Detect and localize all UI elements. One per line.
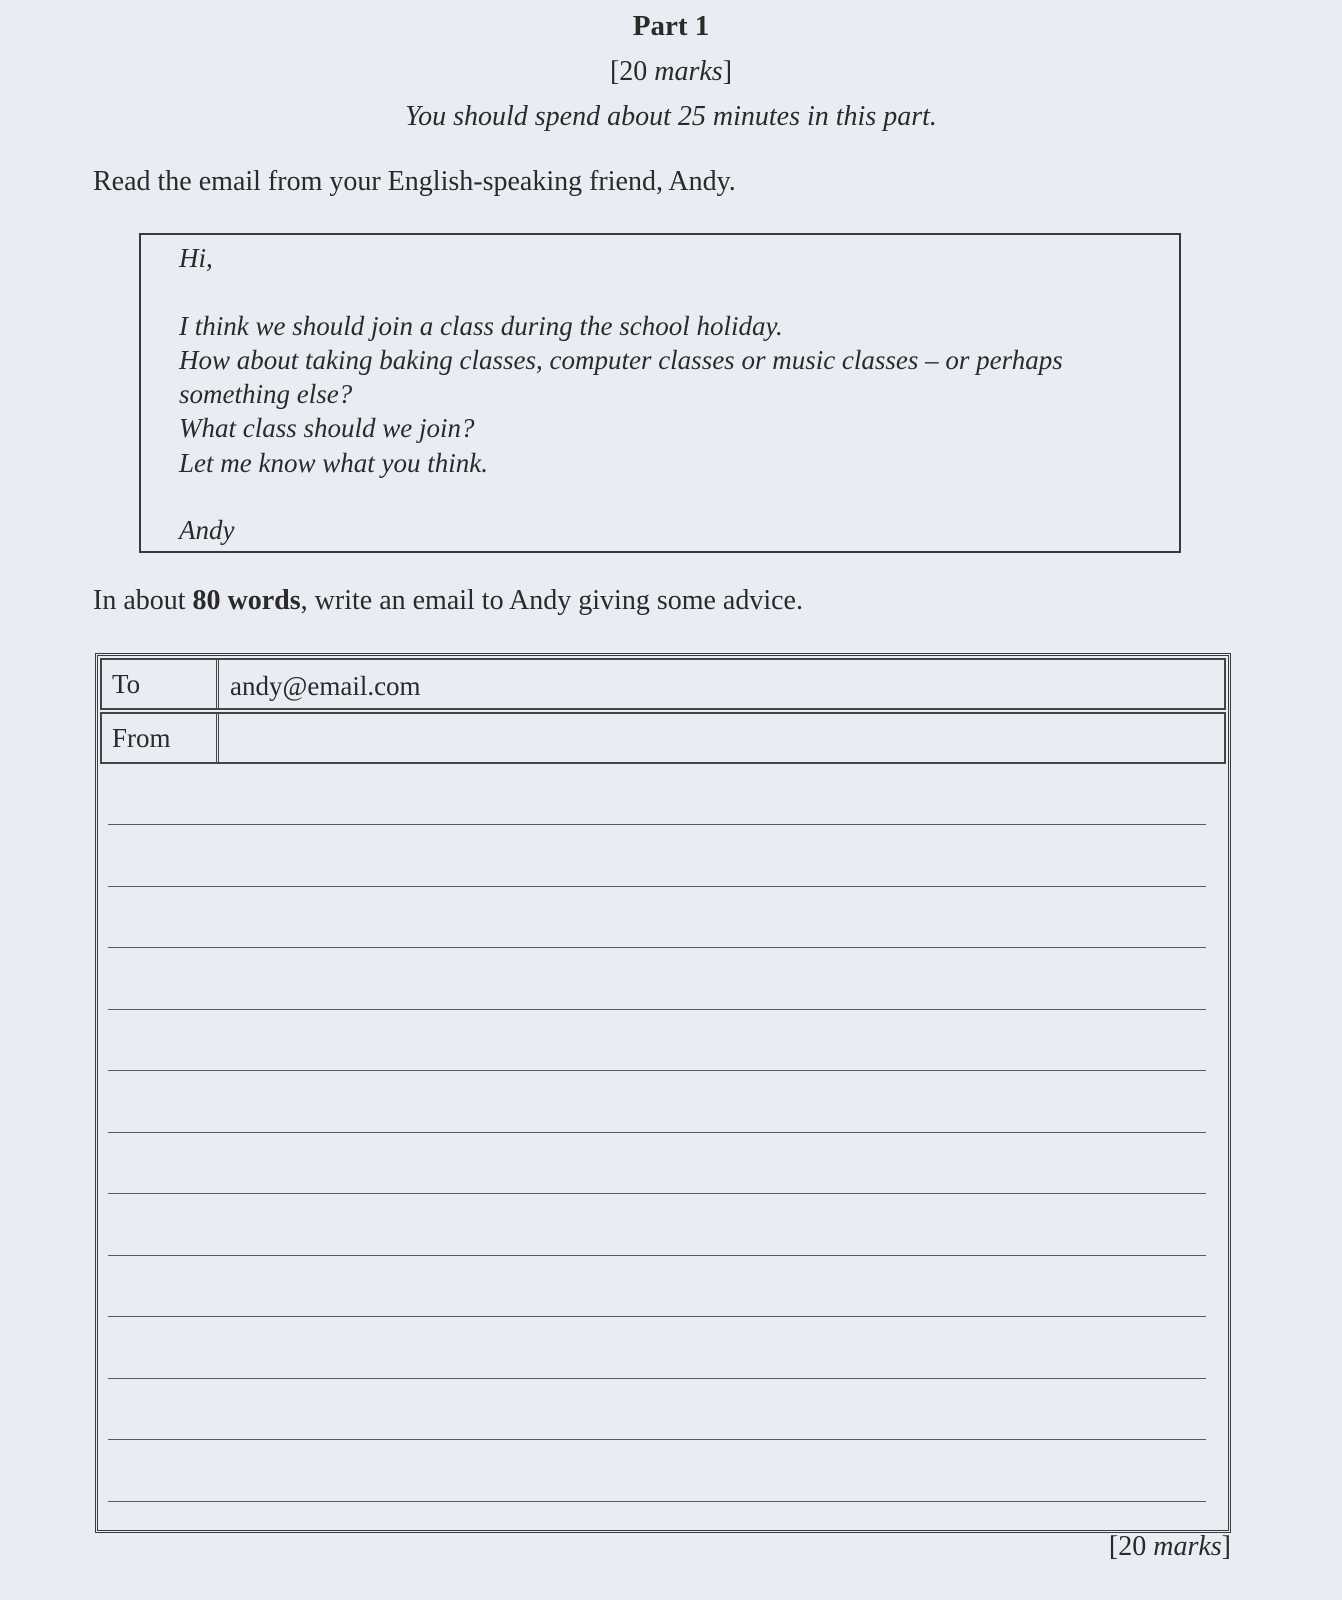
writing-area[interactable]	[98, 768, 1228, 1530]
writing-line	[108, 1439, 1206, 1440]
marks-open: [20	[1108, 1531, 1154, 1562]
writing-line	[108, 947, 1206, 948]
writing-line	[108, 1255, 1206, 1256]
writing-line	[108, 886, 1206, 887]
marks-close: ]	[722, 56, 733, 87]
task-suffix: , write an email to Andy giving some advice.	[300, 585, 803, 616]
task-prefix: In about	[93, 585, 193, 616]
writing-line	[108, 824, 1206, 825]
from-label: From	[102, 714, 219, 762]
writing-line	[108, 1070, 1206, 1071]
word-count: 80 words	[192, 585, 301, 616]
time-instruction: You should spend about 25 minutes in this part.	[405, 101, 937, 132]
writing-line	[108, 1501, 1206, 1502]
email-line: How about taking baking classes, computer classes or music classes – or perhaps	[179, 345, 1063, 375]
to-row	[100, 658, 1226, 710]
email-answer-form	[95, 653, 1231, 1533]
from-row	[100, 712, 1226, 764]
writing-line	[108, 1132, 1206, 1133]
marks-word: marks	[1153, 1531, 1222, 1562]
to-label: To	[102, 660, 219, 708]
writing-line	[108, 1378, 1206, 1379]
marks-word: marks	[654, 56, 723, 87]
marks-open: [20	[609, 56, 655, 87]
marks-label-bottom	[1109, 1531, 1231, 1563]
intro-text: Read the email from your English-speaking friend, Andy.	[93, 166, 736, 197]
email-line: something else?	[179, 379, 353, 409]
page-title: Part 1	[632, 10, 710, 42]
email-signature: Andy	[179, 515, 235, 545]
email-line: I think we should join a class during the school holiday.	[179, 311, 783, 341]
friend-email-box	[139, 233, 1181, 553]
email-line: Let me know what you think.	[179, 448, 488, 478]
email-line: What class should we join?	[179, 413, 475, 443]
email-greeting: Hi,	[179, 243, 213, 273]
writing-line	[108, 1316, 1206, 1317]
marks-label-top	[0, 56, 1342, 88]
to-field[interactable]: andy@email.com	[230, 671, 421, 701]
task-instruction	[93, 585, 803, 617]
marks-close: ]	[1221, 1531, 1231, 1562]
writing-line	[108, 1193, 1206, 1194]
writing-line	[108, 1009, 1206, 1010]
